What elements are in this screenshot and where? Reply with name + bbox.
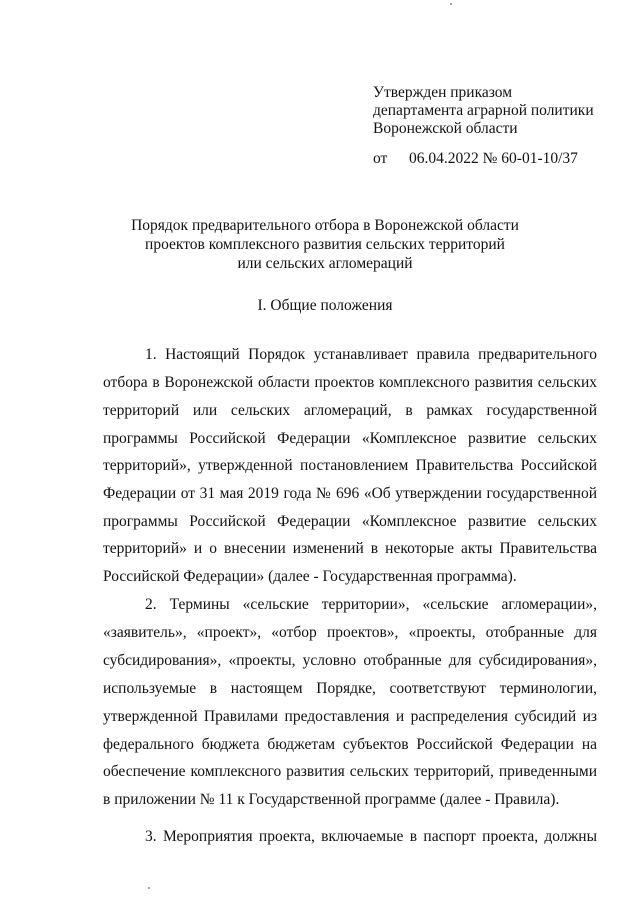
- approval-line: департамента аграрной политики: [373, 102, 594, 119]
- title-line: или сельских агломераций: [237, 255, 413, 272]
- approval-date-value: 06.04.2022 № 60-01-10/37: [409, 150, 578, 167]
- paragraph-line: Федерации от 31 мая 2019 года № 696 «Об утверждении государственной: [103, 485, 597, 502]
- approval-block: [373, 84, 594, 138]
- paragraph-line: 1. Настоящий Порядок устанавливает правила предварительного: [145, 346, 597, 363]
- approval-line: Утвержден приказом: [373, 84, 513, 101]
- paragraph-line: утвержденной Правилами предоставления и распределения субсидий из: [103, 708, 597, 725]
- paragraph-line: федерального бюджета бюджетам субъектов Российской Федерации на: [103, 736, 597, 753]
- paragraph-line: программы Российской Федерации «Комплексное развитие сельских: [103, 430, 597, 447]
- paragraph-line: Российской Федерации» (далее - Государственная программа).: [103, 568, 517, 585]
- approval-line: Воронежской области: [373, 120, 518, 137]
- paragraph-line: программы Российской Федерации «Комплексное развитие сельских: [103, 513, 597, 530]
- approval-date-prefix: от: [373, 150, 388, 167]
- paragraph-line: обеспечение комплексного развития сельских территорий, приведенными: [103, 763, 597, 780]
- paragraph-line: отбора в Воронежской области проектов комплексного развития сельских: [103, 374, 597, 391]
- approval-date: [373, 150, 578, 168]
- paragraph-line: территорий» и о внесении изменений в некоторые акты Правительства: [103, 540, 597, 557]
- scan-speck: [450, 3, 452, 5]
- title-line: Порядок предварительного отбора в Воронежской области: [131, 217, 519, 234]
- paragraph-line: субсидирования», «проекты, условно отобранные для субсидирования»,: [103, 652, 597, 669]
- title-line: проектов комплексного развития сельских территорий: [145, 236, 505, 253]
- paragraph-line: «заявитель», «проект», «отбор проектов», «проекты, отобранные для: [103, 624, 597, 641]
- paragraph-line: используемые в настоящем Порядке, соответствуют терминологии,: [103, 680, 597, 697]
- paragraph-line: в приложении № 11 к Государственной программе (далее - Правила).: [103, 791, 560, 808]
- document-title: [90, 216, 560, 273]
- section-heading: I. Общие положения: [257, 297, 393, 314]
- scan-speck: [148, 887, 150, 889]
- paragraph-line: 3. Мероприятия проекта, включаемые в паспорт проекта, должны: [145, 828, 597, 845]
- paragraph-line: 2. Термины «сельские территории», «сельские агломерации»,: [145, 596, 597, 613]
- paragraph-line: территорий», утвержденной постановлением Правительства Российской: [103, 457, 597, 474]
- paragraph-line: территорий или сельских агломераций, в рамках государственной: [103, 402, 597, 419]
